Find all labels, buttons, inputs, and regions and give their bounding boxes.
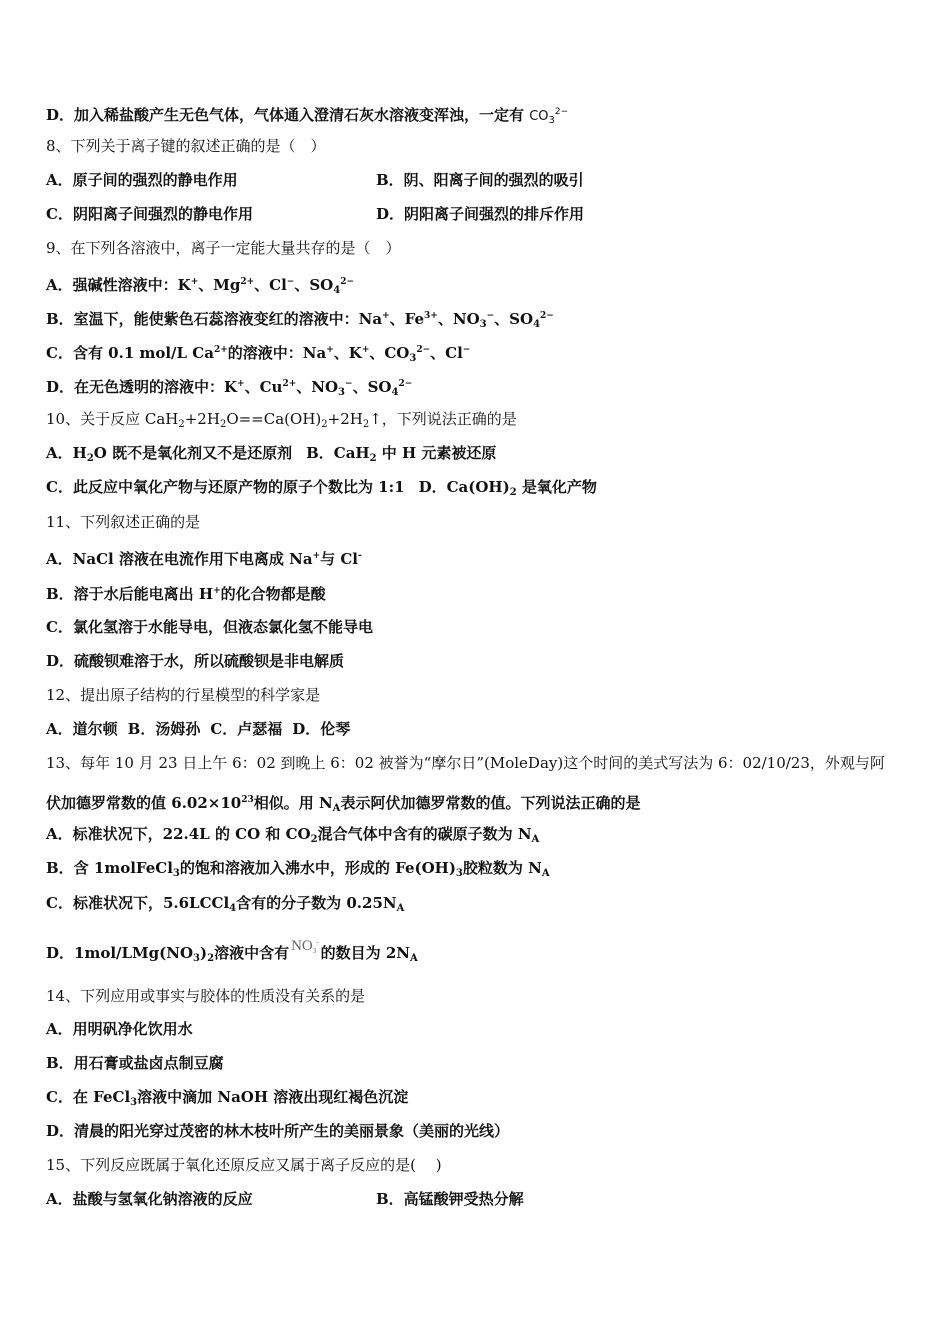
nitrate-formula-image: $NO_3^-$ (291, 938, 319, 955)
q9-option-d: D．在无色透明的溶液中：K+、$Cu^{2+}$、$NO_3^-$、$SO_4^{2-}$ (46, 378, 413, 398)
q7-option-d (46, 102, 568, 131)
q7-option-d-text: D．加入稀盐酸产生无色气体，气体通入澄清石灰水溶液变浑浊，一定有 (46, 106, 530, 124)
q12-option-b: B．汤姆孙 (127, 720, 201, 738)
q8-option-a: A．原子间的强烈的静电作用 (46, 171, 238, 189)
q14-option-b: B．用石膏或盐卤点制豆腐 (46, 1054, 224, 1072)
q8-options-cd (46, 204, 585, 224)
q13-option-c: C．标准状况下，5.6LCCl$_4$含有的分子数为 $0.25N_A$ (46, 894, 405, 914)
q11-option-c: C．氯化氢溶于水能导电，但液态氯化氢不能导电 (46, 618, 373, 636)
q15-stem: 15、下列反应既属于氧化还原反应又属于离子反应的是( ) (46, 1156, 442, 1174)
q8-stem: 8、下列关于离子键的叙述正确的是（ ） (46, 137, 326, 155)
co3-formula: $CO_3^{2-}$ (529, 107, 569, 126)
q14-stem: 14、下列应用或事实与胶体的性质没有关系的是 (46, 987, 366, 1005)
q10-stem: 10、关于反应 $CaH_2+2H_2O==Ca(OH)_2+2H_2↑$，下列说法正确的是 (46, 410, 517, 430)
q8-option-d: D．阴阳离子间强烈的排斥作用 (376, 205, 585, 223)
q11-stem: 11、下列叙述正确的是 (46, 513, 201, 531)
q10-options-ab: A．$H_2O$ 既不是氧化剂又不是还原剂 B．CaH$_2$ 中 H 元素被还原 (46, 444, 497, 464)
q11-option-d: D．硫酸钡难溶于水，所以硫酸钡是非电解质 (46, 652, 345, 670)
q14-option-c: C．在 FeCl$_3$溶液中滴加 NaOH 溶液出现红褐色沉淀 (46, 1088, 409, 1108)
q9-option-c: C．含有 0.1 mol/L $Ca^{2+}$的溶液中：Na+、K+、$CO_3^{2-}$、Cl− (46, 344, 471, 364)
q13-stem-line2: 伏加德罗常数的值 $6.02\times 10^{23}$相似。用 $N_A$表示阿伏加德罗常数的值。下列说法正确的是 (46, 794, 641, 814)
q12-options (46, 719, 350, 739)
q13-stem-line1: 13、每年 10 月 23 日上午 6：02 到晚上 6：02 被誉为“摩尔日”(MoleDay)这个时间的美式写法为 6：02/10/23，外观与阿 (46, 754, 885, 772)
q8-options-ab (46, 170, 584, 190)
q14-option-d: D．清晨的阳光穿过茂密的林木枝叶所产生的美丽景象（美丽的光线） (46, 1122, 510, 1140)
q15-option-b: B．高锰酸钾受热分解 (376, 1190, 524, 1208)
q12-stem: 12、提出原子结构的行星模型的科学家是 (46, 686, 321, 704)
q15-option-a: A．盐酸与氢氧化钠溶液的反应 (46, 1190, 253, 1208)
q14-option-a: A．用明矾净化饮用水 (46, 1020, 193, 1038)
q9-option-b: B．室温下，能使紫色石蕊溶液变红的溶液中：Na+、$Fe^{3+}$、$NO_3^-$、$SO_4^{2-}$ (46, 310, 554, 330)
q11-option-b: B．溶于水后能电离出 H+的化合物都是酸 (46, 585, 326, 603)
q13-option-a: A．标准状况下，22.4L 的 CO 和 $CO_2$混合气体中含有的碳原子数为 $N_A$ (46, 825, 540, 845)
q10-options-cd: C．此反应中氧化产物与还原产物的原子个数比为 1:1 D．$Ca(OH)_2$ 是氧化产物 (46, 478, 597, 498)
q8-option-b: B．阴、阳离子间的强烈的吸引 (376, 171, 584, 189)
q12-option-a: A．道尔顿 (46, 720, 118, 738)
q8-option-c: C．阴阳离子间强烈的静电作用 (46, 205, 253, 223)
q9-option-a: A．强碱性溶液中：K+、$Mg^{2+}$、Cl−、$SO_4^{2-}$ (46, 276, 355, 296)
q12-option-d: D．伦琴 (292, 720, 351, 738)
q13-option-b: B．含 1molFeCl$_3$的饱和溶液加入沸水中，形成的 $Fe(OH)_3$胶粒数为 $N_A$ (46, 859, 550, 879)
q12-option-c: C．卢瑟福 (210, 720, 283, 738)
q11-option-a: A．NaCl 溶液在电流作用下电离成 Na+与 Cl- (46, 550, 362, 568)
q15-options-ab (46, 1189, 524, 1209)
q13-option-d: D．$1mol/LMg(NO_3)_2$溶液中含有 $NO_3^-$的数目为 $2N_A$ (46, 940, 418, 969)
q9-stem: 9、在下列各溶液中，离子一定能大量共存的是（ ） (46, 239, 401, 257)
